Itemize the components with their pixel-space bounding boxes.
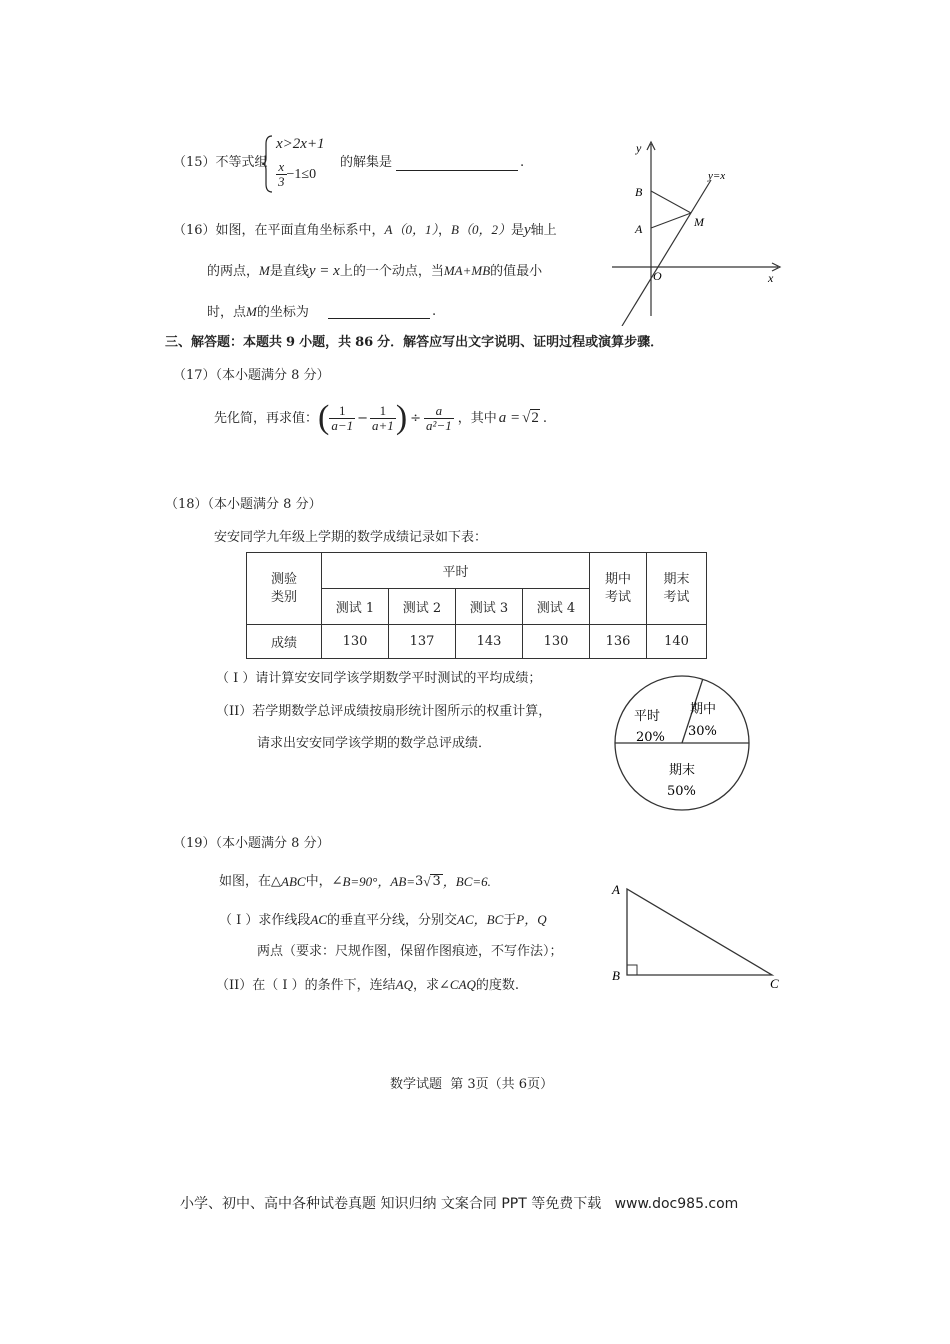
q19-b90: B=90°， [342,874,391,889]
q17-text-mid: ，其中 [457,410,497,426]
row-label-score: 成绩 [247,625,322,659]
q16-line1-end: 轴上 [530,223,557,238]
section3-heading-mid: 小题，共 [299,335,352,350]
pie-slice-final-name: 期末 [669,763,696,778]
q16-figure [598,136,788,326]
pie-slice-regular-value: 20% [636,730,665,745]
section3-heading-post: 分．解答应写出文字说明、证明过程或演算步骤． [377,335,664,350]
fig16-label-m: M [694,215,704,229]
q19-part2-pre: （II）在（ I ）的条件下，连结 [216,978,396,993]
q19-ac: AC [310,912,328,927]
q17-a-eq: a = [498,409,521,426]
q15-label: （15）不等式组 [173,155,268,170]
q19-label: （19）（本小题满分 8 分） [173,836,330,851]
q18-part-2-line-1: （II）若学期数学总评成绩按扇形统计图所示的权重计算， [216,704,552,719]
segment-am [651,213,691,228]
q15-brace [262,134,274,194]
q19-abc: ABC [281,874,306,889]
q19-part1-mid: 的垂直平分线，分别交 [327,913,458,928]
q18-part-2-line-2: 请求出安安同学该学期的数学总评成绩． [257,736,492,751]
fig16-label-x: x [768,271,774,285]
header-final-1: 期末 [663,572,690,587]
q19-bc: ，BC=6. [442,874,491,889]
q17-text-pre: 先化简，再求值： [214,410,319,426]
score-test-3: 143 [456,625,523,659]
q15-frac-den: 3 [278,174,285,189]
q16-line2-mid: 是直线 [269,264,309,279]
score-midterm: 136 [590,625,647,659]
q19-line1-mid: 中，∠ [305,874,343,889]
q19-part1-mid2: 于 [503,913,517,928]
q17-minus: − [357,410,369,426]
fig16-label-o: O [653,269,662,283]
fig19-label-b: B [612,968,620,983]
q19-part-1-line-1 [219,913,547,927]
q16-end: . [432,304,437,319]
section-3-heading [165,336,663,349]
header-test-1: 测试 1 [322,589,389,625]
q16-line-2 [207,264,542,279]
q19-triangle-figure [606,876,796,996]
q19-ab: AB= [390,874,416,889]
fig19-label-c: C [770,976,779,991]
q19-ab-root: 3 [432,874,441,889]
q17-div: ÷ [410,410,422,426]
q16-expr: MA+MB [443,263,491,278]
section3-n-questions: 9 [286,335,296,350]
site-footer: 小学、初中、高中各种试卷真题 知识归纳 文案合同 PPT 等免费下载 www.doc985.com [180,1196,739,1212]
header-regular: 平时 [322,553,590,589]
q17-f3-den: a²−1 [426,417,452,433]
q17-f2-den: a+1 [372,417,394,433]
pie-slice-midterm-name: 期中 [690,702,717,717]
q15-answer-blank[interactable] [396,158,518,171]
q15-inequality-1: x>2x+1 [276,136,325,152]
fig16-label-line: y=x [708,170,726,182]
q17-paren-open: ( [318,399,330,436]
q15-suffix: 的解集是 [340,155,393,170]
q16-line1-pre: （16）如图，在平面直角坐标系中， [173,223,385,238]
q19-line-1 [219,874,491,888]
q19-aq: AQ [395,977,414,992]
fig16-label-a: A [635,222,643,236]
q16-line1-post: 是 [510,223,524,238]
radical-icon: √ [423,874,431,889]
header-midterm-1: 期中 [604,572,631,587]
q17-f1-den: a−1 [331,417,354,433]
header-final [647,553,707,625]
score-table [246,552,707,659]
header-final-2: 考试 [663,590,690,605]
q16-axis-y: y [523,222,531,238]
q16-line-eq: y = x [308,263,340,279]
q16-line-3 [207,305,309,319]
score-test-4: 130 [523,625,590,659]
q16-line3-pre: 时，点 [207,305,247,320]
q16-point-b: B（0，2） [451,222,511,237]
header-type-1: 测验 [270,572,297,587]
sqrt-icon: √ [522,410,531,426]
q16-line3-post: 的坐标为 [256,305,309,320]
header-type [247,553,322,625]
q15-end: . [520,155,525,170]
q17-f3-num: a [435,402,443,418]
q16-m2: M [246,304,257,319]
header-midterm [590,553,647,625]
triangle-abc [627,889,772,975]
q19-part-1-line-2: 两点（要求：尺规作图，保留作图痕迹，不写作法）； [257,944,563,959]
q17-f2-num: 1 [379,402,387,418]
header-type-2: 类别 [270,590,297,605]
header-test-3: 测试 3 [456,589,523,625]
q17-f1-num: 1 [338,402,346,418]
q16-line-1 [173,223,557,238]
q19-part-2 [216,978,519,992]
header-test-2: 测试 2 [389,589,456,625]
q16-sep: ， [438,223,452,238]
q16-point-a: A（0，1） [384,222,438,237]
q18-label: （18）（本小题满分 8 分） [165,497,322,512]
q19-part1-pre: （ I ）求作线段 [219,913,311,928]
q16-line2-post: 上的一个动点，当 [339,264,444,279]
pie-slice-midterm-value: 30% [688,724,717,739]
right-angle-marker [627,965,637,975]
q16-answer-blank[interactable] [328,306,430,319]
score-final: 140 [647,625,707,659]
header-test-4: 测试 4 [523,589,590,625]
q15-inequality-2 [276,160,316,189]
q17-fraction-2 [370,404,396,433]
q18-intro: 安安同学九年级上学期的数学成绩记录如下表： [214,530,488,545]
pie-slice-regular-name: 平时 [634,709,661,724]
line-y-equals-x [622,180,711,326]
q19-part2-post: 的度数. [475,978,520,993]
fig16-label-b: B [635,185,643,199]
score-test-2: 137 [389,625,456,659]
q19-caq: CAQ [449,977,476,992]
q17-sqrt [522,409,540,427]
segment-bm [651,191,691,213]
q17-label: （17）（本小题满分 8 分） [173,368,330,383]
page-footer: 数学试题 第 3页（共 6页） [390,1077,554,1092]
score-test-1: 130 [322,625,389,659]
weight-pie-chart [612,673,752,813]
fig19-label-a: A [612,882,620,897]
q19-pq: P，Q [516,912,547,927]
q17-expression [214,401,547,435]
header-midterm-2: 考试 [604,590,631,605]
pie-slice-final-value: 50% [667,784,696,799]
q16-m: M [259,263,270,278]
q15-frac-num: x [278,159,285,174]
q15-fraction [276,160,287,189]
q19-line1-pre: 如图，在△ [219,874,281,889]
q16-line2-pre: 的两点， [207,264,260,279]
section3-heading-pre: 三、解答题：本题共 [165,335,283,350]
fig16-label-y: y [636,141,642,155]
q19-ab-coef: 3 [415,874,424,889]
q17-fraction-3 [424,404,454,433]
q16-line2-end: 的值最小 [490,264,543,279]
q15-ineq2-rest: −1≤0 [286,166,317,182]
q17-end: . [542,410,547,426]
section3-total-points: 86 [355,335,374,350]
q17-root-val: 2 [531,410,539,426]
q19-part2-mid: ，求∠ [413,978,450,993]
q19-ac-bc: AC，BC [457,912,504,927]
q17-fraction-1 [329,404,355,433]
q17-paren-close: ) [395,399,408,436]
q18-part-1: （ I ）请计算安安同学该学期数学平时测试的平均成绩； [216,671,542,686]
